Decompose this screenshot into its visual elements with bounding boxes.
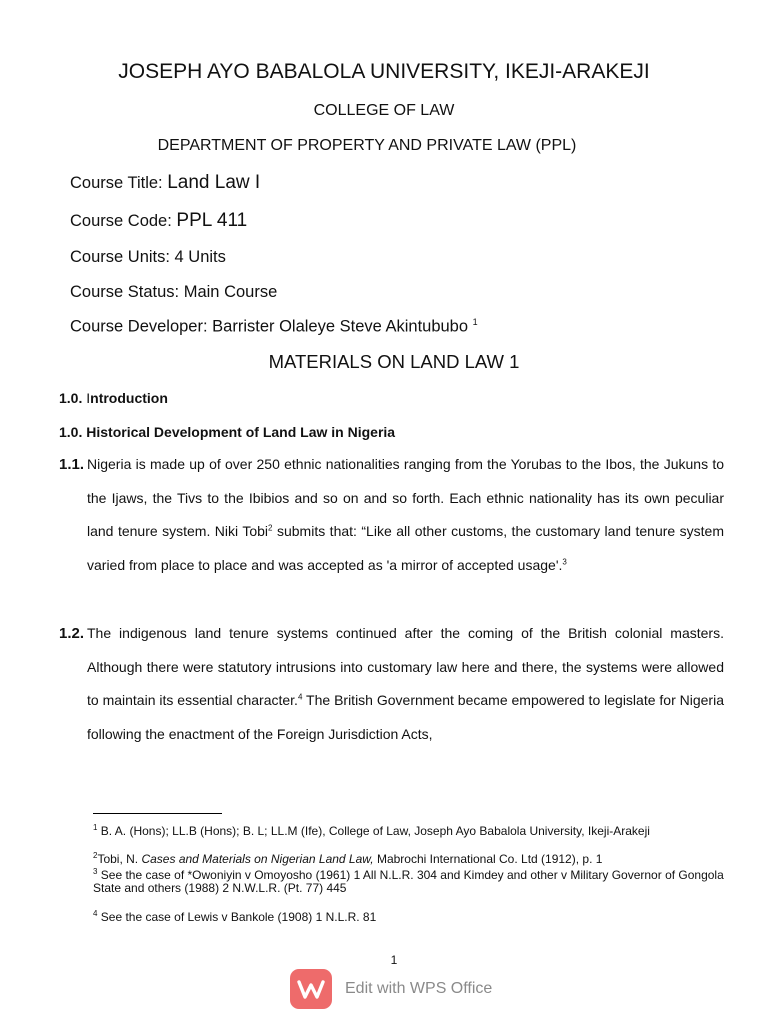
course-code-value: PPL 411 xyxy=(176,210,248,231)
paragraph-1-1 xyxy=(59,448,724,582)
section-historical-development: 1.0. Historical Development of Land Law in Nigeria xyxy=(59,424,396,440)
materials-heading: MATERIALS ON LAND LAW 1 xyxy=(268,351,520,372)
course-title-line xyxy=(70,172,260,194)
footnote-separator xyxy=(93,813,222,814)
paragraph-number: 1.1. xyxy=(59,456,85,473)
course-units-line: Course Units: 4 Units xyxy=(70,248,226,266)
course-code-label: Course Code: xyxy=(70,212,177,230)
page-number: 1 xyxy=(390,953,398,967)
footnote-ref-4[interactable]: 4 xyxy=(297,692,303,702)
footnote-number: 1 xyxy=(93,823,98,832)
paragraph-1-2 xyxy=(59,617,724,751)
section-introduction-rest: ntroduction xyxy=(90,390,168,406)
course-developer-text: Course Developer: Barrister Olaleye Steve Akintububo xyxy=(70,317,473,336)
wps-logo-icon[interactable] xyxy=(290,969,332,1009)
section-introduction xyxy=(59,390,168,406)
footnote-2: $^2$Tobi, N. Cases and Materials on Nigerian Land Law, Mabrochi International Co. Ltd (1912), p. 1 xyxy=(93,851,603,866)
course-title-label: Course Title: xyxy=(70,174,168,192)
footnote-number: 4 xyxy=(93,909,98,918)
footnote-ref-3[interactable]: 3 xyxy=(562,556,567,566)
footnote-number: 2 xyxy=(93,851,98,860)
course-developer-line xyxy=(70,317,478,337)
wps-edit-link[interactable]: Edit with WPS Office xyxy=(345,980,493,997)
course-title-value: Land Law I xyxy=(167,172,261,193)
paragraph-number: 1.2. xyxy=(59,625,85,642)
course-status-line: Course Status: Main Course xyxy=(70,283,278,301)
section-introduction-initial: I xyxy=(86,390,91,406)
footnote-ref-1[interactable]: 1 xyxy=(472,317,478,327)
course-code-line xyxy=(70,210,247,232)
footnote-4: $^4$ See the case of Lewis v Bankole (1908) 1 N.L.R. 81 xyxy=(93,909,377,924)
footnote-1: $^1$ B. A. (Hons); LL.B (Hons); B. L; LL.M (Ife), College of Law, Joseph Ayo Babalola University, Ikeji-Arakeji xyxy=(93,823,650,838)
paragraph-text: Nigeria is made up of over 250 ethnic nationalities ranging from the Yorubas to the Ibos, the Jukuns to the Ijaws, the Tivs to the Ibibios and so on and so forth. Each ethnic nationality has its own peculiar land tenure system. Niki Tobi$^2$ submits that: “Like all other customs, the customary land tenure system varied from place to place and was accepted as 'a mirror of accepted usage'.$^3$ xyxy=(87,456,724,573)
footnote-ref-2[interactable]: 2 xyxy=(268,523,273,533)
department-name: DEPARTMENT OF PROPERTY AND PRIVATE LAW (PPL) xyxy=(157,137,577,154)
section-introduction-number: 1.0. xyxy=(59,390,87,406)
footnote-number: 3 xyxy=(93,867,98,876)
footnote-3: $^3$ See the case of *Owoniyin v Omoyosho (1961) 1 All N.L.R. 304 and Kimdey and other v Military Governor of Gongola State and others (1988) 2 N.W.L.R. (Pt. 77) 445 xyxy=(93,867,724,895)
college-name: COLLEGE OF LAW xyxy=(313,102,455,119)
paragraph-text: The indigenous land tenure systems continued after the coming of the British colonial masters. Although there were statutory intrusions into customary law here and there, the systems were allowed to maintain its essential character.$^4$ The British Government became empowered to legislate for Nigeria following the enactment of the Foreign Jurisdiction Acts, xyxy=(87,625,724,742)
university-title: JOSEPH AYO BABALOLA UNIVERSITY, IKEJI-ARAKEJI xyxy=(118,60,650,83)
wps-watermark[interactable] xyxy=(290,969,492,1009)
